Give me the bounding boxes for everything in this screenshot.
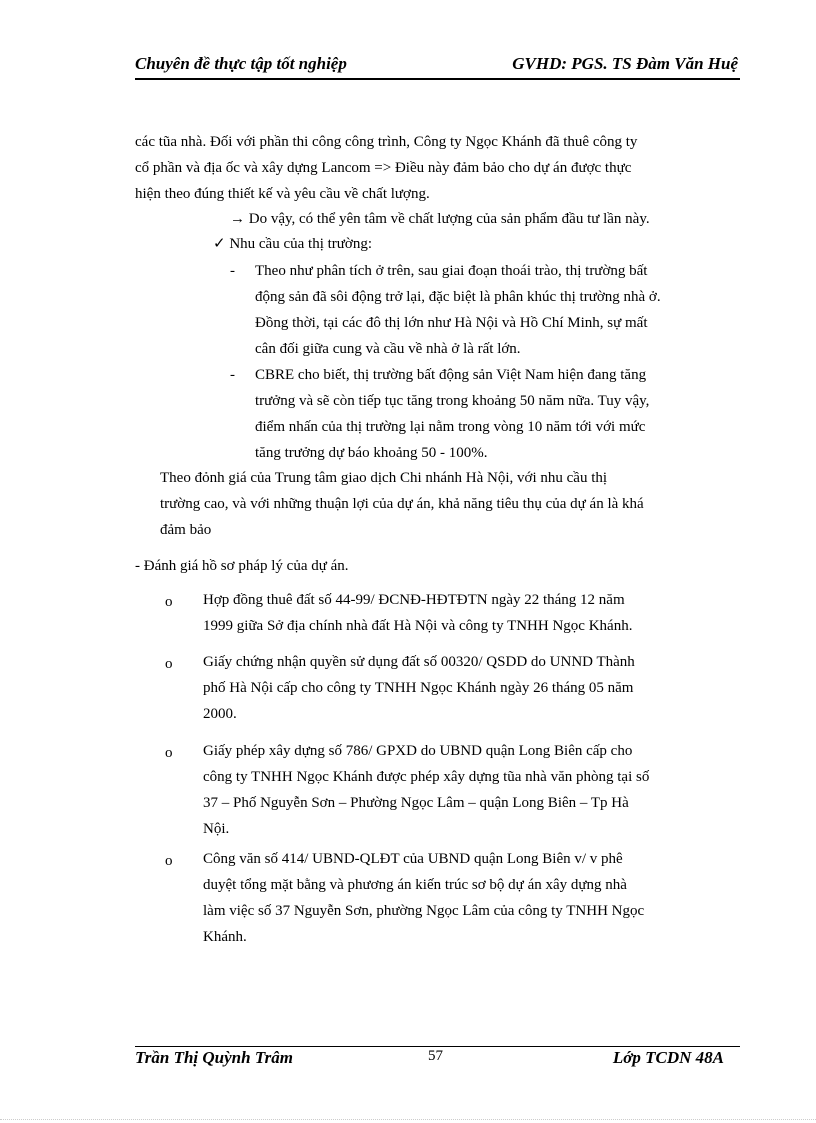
list-item-line: Hợp đồng thuê đất số 44-99/ ĐCNĐ-HĐTĐTN ngày 22 tháng 12 năm	[203, 592, 625, 608]
footer-class: Lớp TCDN 48A	[612, 1048, 724, 1067]
section-heading: - Đánh giá hồ sơ pháp lý của dự án.	[135, 558, 349, 574]
list-item-line: phố Hà Nội cấp cho công ty TNHH Ngọc Khánh ngày 26 tháng 05 năm	[203, 680, 634, 696]
list-item-line: Khánh.	[203, 929, 247, 945]
paragraph-line: các tũa nhà. Đối với phần thi công công trình, Công ty Ngọc Khánh đã thuê công ty	[135, 134, 638, 150]
list-item-line: cân đối giữa cung và cầu về nhà ở là rất lớn.	[255, 341, 521, 357]
paragraph-line: đảm bảo	[160, 522, 212, 538]
list-marker: -	[230, 367, 235, 383]
list-item-line: duyệt tổng mặt bằng và phương án kiến trúc sơ bộ dự án xây dựng nhà	[203, 877, 627, 893]
list-item-line: Nội.	[203, 821, 230, 837]
checklist-item: ✓ Nhu cầu của thị trường:	[213, 236, 373, 252]
list-item-line: Giấy phép xây dựng số 786/ GPXD do UBND quận Long Biên cấp cho	[203, 743, 633, 759]
paragraph-line: Theo đỏnh giá của Trung tâm giao dịch Chi nhánh Hà Nội, với nhu cầu thị	[160, 470, 608, 486]
page-edge-divider	[0, 1119, 816, 1120]
paragraph-line: hiện theo đúng thiết kế và yêu cầu về chất lượng.	[135, 186, 430, 202]
list-item-line: Đồng thời, tại các đô thị lớn như Hà Nội và Hồ Chí Minh, sự mất	[255, 315, 648, 331]
bullet-marker: o	[165, 594, 173, 610]
list-item-line: CBRE cho biết, thị trường bất động sản Việt Nam hiện đang tăng	[255, 367, 647, 383]
list-marker: -	[230, 263, 235, 279]
footer-author: Trần Thị Quỳnh Trâm	[135, 1048, 293, 1067]
header-advisor: GVHD: PGS. TS Đàm Văn Huệ	[512, 54, 738, 73]
list-item-line: động sản đã sôi động trở lại, đặc biệt là phân khúc thị trường nhà ở.	[255, 289, 661, 305]
list-item-line: Công văn số 414/ UBND-QLĐT của UBND quận Long Biên v/ v phê	[203, 851, 623, 867]
list-item-line: làm việc số 37 Nguyễn Sơn, phường Ngọc Lâm của công ty TNHH Ngọc	[203, 903, 645, 919]
list-item-line: 2000.	[203, 706, 237, 722]
header-title: Chuyên đề thực tập tốt nghiệp	[135, 54, 347, 73]
list-item-line: Theo như phân tích ở trên, sau giai đoạn thoái trào, thị trường bất	[255, 263, 648, 279]
paragraph-line: trường cao, và với những thuận lợi của dự án, khả năng tiêu thụ của dự án là khá	[160, 496, 644, 512]
list-item-line: điểm nhấn của thị trường lại nằm trong vòng 10 năm tới với mức	[255, 419, 646, 435]
footer-rule	[135, 1046, 740, 1047]
bullet-marker: o	[165, 745, 173, 761]
bullet-marker: o	[165, 853, 173, 869]
conclusion-arrow-line: → Do vậy, có thể yên tâm về chất lượng của sản phẩm đầu tư lần này.	[230, 211, 650, 227]
list-item-line: 1999 giữa Sở địa chính nhà đất Hà Nội và công ty TNHH Ngọc Khánh.	[203, 618, 633, 634]
list-item-line: trưởng và sẽ còn tiếp tục tăng trong khoảng 50 năm nữa. Tuy vậy,	[255, 393, 650, 409]
list-item-line: tăng trưởng dự báo khoảng 50 - 100%.	[255, 445, 488, 461]
list-item-line: công ty TNHH Ngọc Khánh được phép xây dựng tũa nhà văn phòng tại số	[203, 769, 650, 785]
list-item-line: 37 – Phố Nguyễn Sơn – Phường Ngọc Lâm – quận Long Biên – Tp Hà	[203, 795, 629, 811]
page-number: 57	[428, 1048, 443, 1064]
page-header	[135, 52, 740, 80]
paragraph-line: cổ phần và địa ốc và xây dựng Lancom => Điều này đảm bảo cho dự án được thực	[135, 160, 632, 176]
bullet-marker: o	[165, 656, 173, 672]
list-item-line: Giấy chứng nhận quyền sử dụng đất số 00320/ QSDD do UNND Thành	[203, 654, 635, 670]
